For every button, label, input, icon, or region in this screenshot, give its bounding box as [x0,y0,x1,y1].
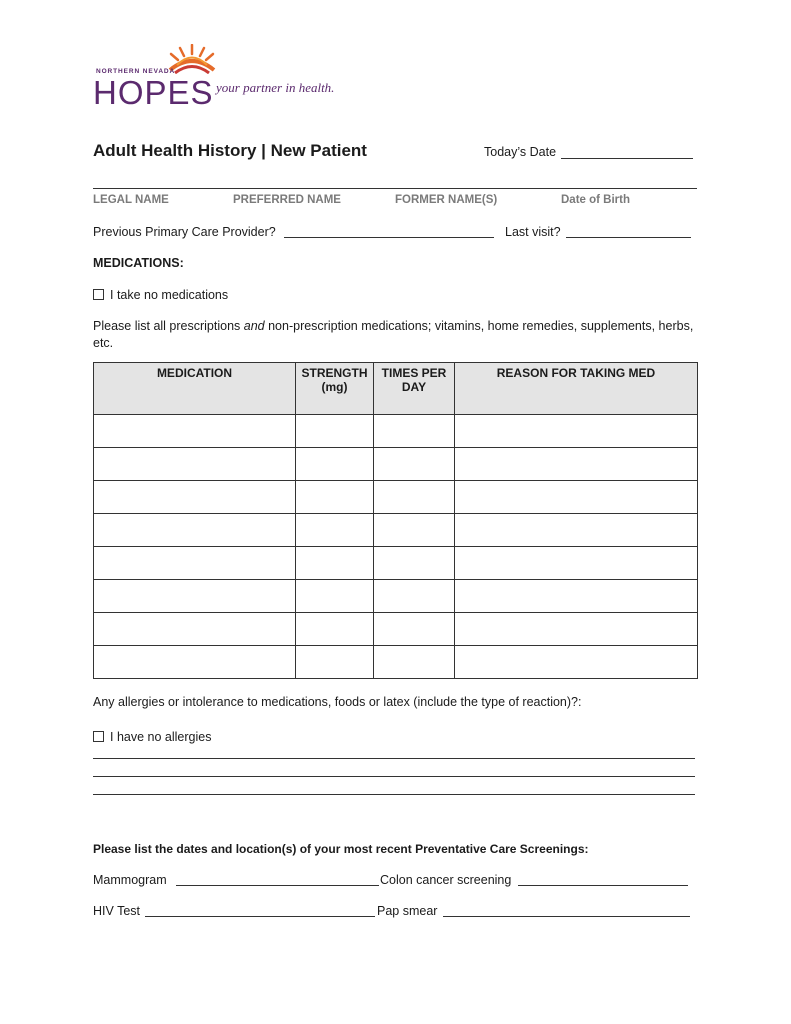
no-allergies-checkbox[interactable] [93,731,104,742]
primary-care-provider-field[interactable] [284,226,494,238]
page-title: Adult Health History | New Patient [93,141,367,160]
former-names-label: FORMER NAME(S) [395,194,498,206]
table-header-row [94,363,698,415]
no-medications-checkbox[interactable] [93,289,104,300]
pap-smear-label: Pap smear [377,904,438,918]
logo-name: HOPES [93,74,214,111]
medication-cell[interactable] [94,613,296,646]
strength-cell[interactable] [296,547,374,580]
strength-cell[interactable] [296,415,374,448]
strength-cell[interactable] [296,580,374,613]
last-visit-field[interactable] [566,226,691,238]
times-per-day-cell[interactable] [374,613,455,646]
times-per-day-cell[interactable] [374,448,455,481]
times-per-day-cell[interactable] [374,580,455,613]
strength-cell[interactable] [296,613,374,646]
no-allergies-option[interactable] [93,730,211,744]
times-per-day-cell[interactable] [374,646,455,679]
allergies-question: Any allergies or intolerance to medications, foods or latex (include the type of reaction)?: [93,695,582,709]
reason-cell[interactable] [455,514,698,547]
todays-date-field[interactable] [561,146,693,159]
table-row [94,547,698,580]
medication-cell[interactable] [94,547,296,580]
column-header-medication: MEDICATION [94,363,296,415]
name-field-line[interactable] [93,178,697,189]
table-row [94,415,698,448]
last-visit-label: Last visit? [505,225,561,239]
column-header-reason: REASON FOR TAKING MED [455,363,698,415]
table-row [94,613,698,646]
mammogram-field[interactable] [176,874,379,886]
reason-cell[interactable] [455,580,698,613]
medication-cell[interactable] [94,580,296,613]
medications-heading: MEDICATIONS: [93,256,184,270]
colon-screening-field[interactable] [518,874,688,886]
mammogram-label: Mammogram [93,873,167,887]
table-row [94,448,698,481]
hiv-test-label: HIV Test [93,904,141,918]
reason-cell[interactable] [455,448,698,481]
todays-date-label: Today’s Date [484,145,557,159]
reason-cell[interactable] [455,547,698,580]
medications-instructions: Please list all prescriptions and non-prescription medications; vitamins, home remedies, supplements, herbs, etc. [93,319,694,350]
column-header-times-per-day: TIMES PER DAY [374,363,455,415]
table-row [94,580,698,613]
medication-cell[interactable] [94,448,296,481]
table-row [94,481,698,514]
medication-cell[interactable] [94,415,296,448]
no-allergies-label: I have no allergies [110,730,212,744]
times-per-day-cell[interactable] [374,415,455,448]
medications-table [93,362,698,679]
no-medications-option[interactable] [93,288,228,302]
date-of-birth-label: Date of Birth [561,194,630,206]
screenings-heading: Please list the dates and location(s) of your most recent Preventative Care Screenings: [93,842,589,856]
legal-name-label: LEGAL NAME [93,194,169,206]
column-header-strength: STRENGTH (mg) [296,363,374,415]
medication-cell[interactable] [94,481,296,514]
strength-cell[interactable] [296,514,374,547]
medication-cell[interactable] [94,514,296,547]
allergies-line[interactable] [93,794,695,795]
reason-cell[interactable] [455,415,698,448]
reason-cell[interactable] [455,646,698,679]
table-row [94,646,698,679]
colon-screening-label: Colon cancer screening [380,873,512,887]
primary-care-provider-label: Previous Primary Care Provider? [93,225,276,239]
logo-tagline: your partner in health. [216,80,335,95]
hiv-test-field[interactable] [145,905,375,917]
preferred-name-label: PREFERRED NAME [233,194,341,206]
reason-cell[interactable] [455,481,698,514]
medication-cell[interactable] [94,646,296,679]
reason-cell[interactable] [455,613,698,646]
allergies-line[interactable] [93,776,695,777]
times-per-day-cell[interactable] [374,547,455,580]
times-per-day-cell[interactable] [374,481,455,514]
strength-cell[interactable] [296,646,374,679]
table-row [94,514,698,547]
no-medications-label: I take no medications [110,288,229,302]
times-per-day-cell[interactable] [374,514,455,547]
pap-smear-field[interactable] [443,905,690,917]
strength-cell[interactable] [296,448,374,481]
allergies-line[interactable] [93,758,695,759]
logo-subtitle: NORTHERN NEVADA [96,68,176,75]
strength-cell[interactable] [296,481,374,514]
